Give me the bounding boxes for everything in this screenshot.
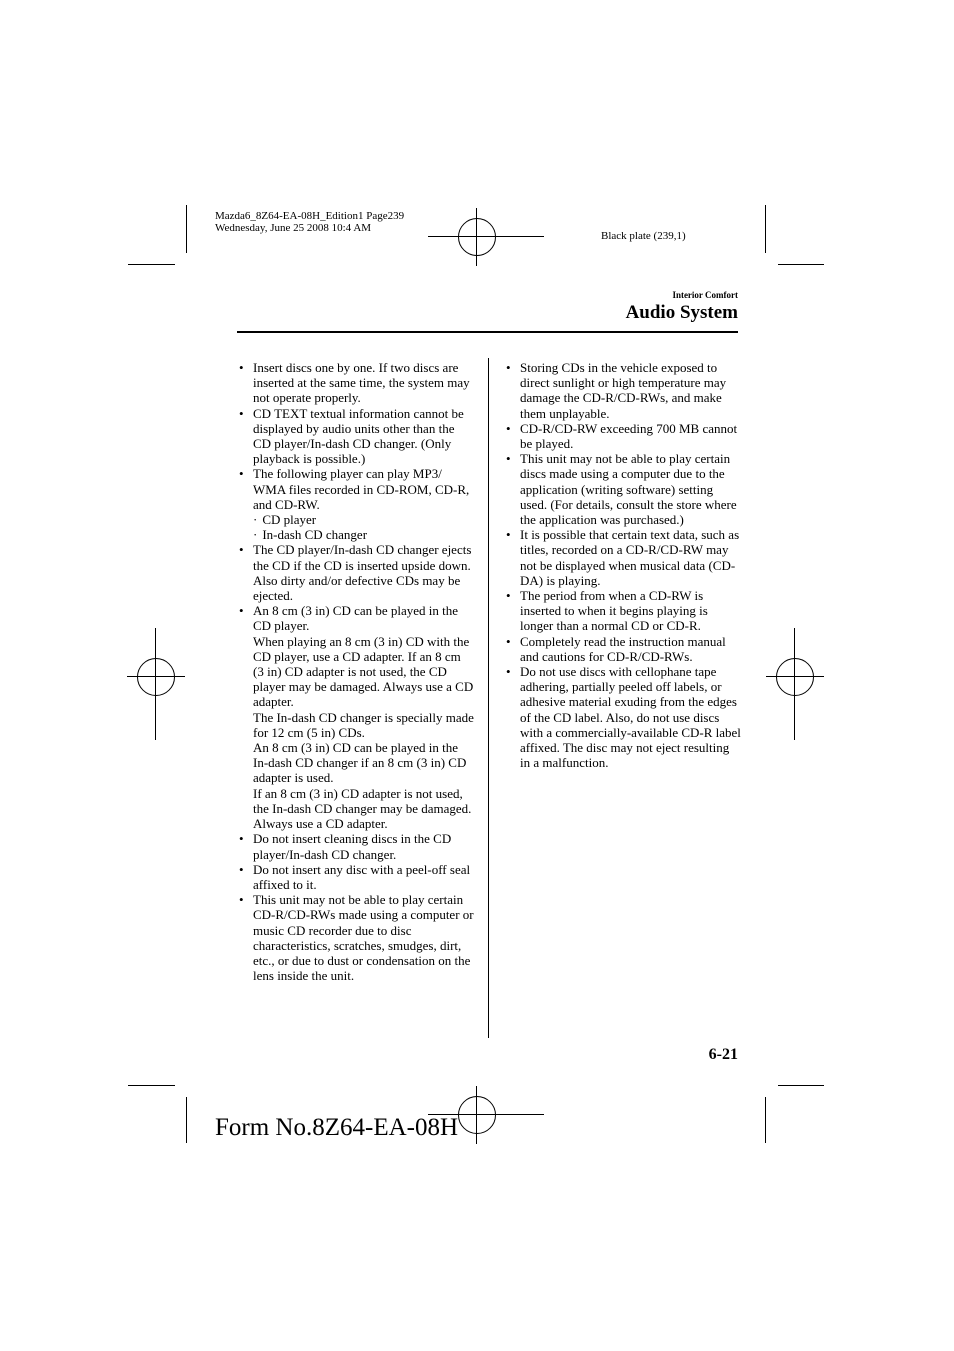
registration-mark-bottom-icon	[458, 1096, 496, 1134]
list-item	[238, 466, 474, 542]
sub-item-text: CD player	[262, 512, 317, 528]
list-item	[505, 360, 741, 421]
bullet-icon: •	[506, 451, 511, 467]
list-item-paragraph: The In-dash CD changer is specially made for 12 cm (5 in) CDs.	[253, 709, 474, 740]
registration-mark-left-icon	[137, 658, 175, 696]
list-item-text: It is possible that certain text data, such as titles, recorded on a CD-R/CD-RW may not be displayed when musical data (CD-DA) is playing.	[520, 527, 740, 588]
bullet-icon: •	[506, 420, 511, 436]
crop-mark-top-right-v	[765, 205, 766, 253]
crop-mark-top-right-h	[778, 264, 824, 265]
list-item	[238, 862, 474, 892]
sub-item	[253, 512, 474, 527]
crop-mark-bottom-right-h	[778, 1085, 824, 1086]
left-column	[238, 360, 474, 983]
registration-mark-top-icon	[458, 218, 496, 256]
crop-mark-top-left-v	[186, 205, 187, 253]
list-item-text: Storing CDs in the vehicle exposed to direct sunlight or high temperature may damage the CD-R/CD-RWs, and make them unplayable.	[520, 360, 727, 421]
bullet-icon: •	[506, 527, 511, 543]
list-item-text: Completely read the instruction manual and cautions for CD-R/CD-RWs.	[520, 633, 726, 664]
bullet-icon: •	[506, 588, 511, 604]
right-column	[505, 360, 741, 770]
bullet-icon: •	[506, 360, 511, 375]
list-item-text: Do not insert any disc with a peel-off seal affixed to it.	[253, 861, 471, 892]
list-item	[238, 542, 474, 603]
list-item-text: This unit may not be able to play certain discs made using a computer due to the application (writing software) setting used. (For details, consult the store where the application was purchased.)	[520, 451, 737, 528]
list-item	[505, 421, 741, 451]
list-item	[238, 406, 474, 467]
registration-mark-right-icon	[776, 658, 814, 696]
sub-item	[253, 527, 474, 542]
middle-dot-icon: ·	[253, 527, 258, 543]
right-bullet-list	[505, 360, 741, 770]
list-item-paragraph: If an 8 cm (3 in) CD adapter is not used, the In-dash CD changer may be damaged. Always use a CD adapter.	[253, 785, 472, 832]
page-title: Audio System	[625, 302, 738, 323]
list-item	[505, 588, 741, 634]
bullet-icon: •	[506, 633, 511, 649]
bullet-icon: •	[239, 861, 244, 877]
crop-mark-bottom-right-v	[765, 1097, 766, 1143]
list-item-text: This unit may not be able to play certain CD-R/CD-RWs made using a computer or music CD recorder due to disc characteristics, scratches, smudges, dirt, etc., or due to dust or condensation on the lens inside the unit.	[253, 892, 474, 984]
print-info	[215, 210, 404, 234]
list-item-text: CD TEXT textual information cannot be displayed by audio units other than the CD player/In-dash CD changer. (Only playback is possible.)	[253, 405, 464, 467]
form-number: Form No.8Z64-EA-08H	[215, 1114, 459, 1141]
middle-dot-icon: ·	[253, 512, 258, 528]
list-item-text: Do not use discs with cellophane tape adhering, partially peeled off labels, or adhesive material exuding from the edges of the CD label. Also, do not use discs with a commercially-available CD-R label affixed. The disc may not eject resulting in a malfunction.	[520, 664, 741, 771]
sub-item-text: In-dash CD changer	[262, 527, 368, 543]
list-item	[238, 892, 474, 983]
list-item-text: The CD player/In-dash CD changer ejects the CD if the CD is inserted upside down. Also dirty and/or defective CDs may be ejected.	[253, 542, 472, 604]
list-item	[238, 831, 474, 861]
print-info-line2: Wednesday, June 25 2008 10:4 AM	[215, 222, 372, 234]
left-bullet-list	[238, 360, 474, 983]
plate-label: Black plate (239,1)	[601, 230, 686, 242]
bullet-icon: •	[239, 892, 244, 908]
list-item	[505, 527, 741, 588]
list-item-text: The period from when a CD-RW is inserted to when it begins playing is longer than a normal CD or CD-R.	[520, 588, 708, 634]
page-number: 6-21	[708, 1046, 738, 1063]
header-rule	[237, 331, 738, 333]
list-item-text: CD-R/CD-RW exceeding 700 MB cannot be played.	[520, 420, 738, 452]
crop-mark-bottom-left-v	[186, 1097, 187, 1143]
print-info-line1: Mazda6_8Z64-EA-08H_Edition1 Page239	[215, 210, 405, 222]
crop-mark-bottom-left-h	[128, 1085, 175, 1086]
bullet-icon: •	[239, 542, 244, 558]
bullet-icon: •	[239, 466, 244, 482]
list-item-paragraph: An 8 cm (3 in) CD can be played in the In-dash CD changer if an 8 cm (3 in) CD adapter is used.	[253, 740, 467, 786]
section-label: Interior Comfort	[672, 290, 738, 300]
bullet-icon: •	[239, 603, 244, 619]
bullet-icon: •	[506, 664, 511, 680]
list-item-text: Do not insert cleaning discs in the CD player/In-dash CD changer.	[253, 831, 452, 862]
list-item	[505, 634, 741, 664]
list-item	[238, 603, 474, 831]
column-divider	[488, 358, 489, 1038]
list-item-text: An 8 cm (3 in) CD can be played in the CD player.	[253, 603, 459, 634]
list-item	[238, 360, 474, 406]
list-item-text: The following player can play MP3/ WMA files recorded in CD-ROM, CD-R, and CD-RW.	[253, 466, 470, 512]
list-item	[505, 664, 741, 770]
bullet-icon: •	[239, 831, 244, 847]
list-item	[505, 451, 741, 527]
list-item-text: Insert discs one by one. If two discs are inserted at the same time, the system may not operate properly.	[253, 360, 470, 406]
crop-mark-top-left-h	[128, 264, 175, 265]
list-item-paragraph: When playing an 8 cm (3 in) CD with the CD player, use a CD adapter. If an 8 cm (3 in) CD adapter is not used, the CD player may be damaged. Always use a CD adapter.	[253, 633, 474, 710]
bullet-icon: •	[239, 405, 244, 421]
bullet-icon: •	[239, 360, 244, 375]
